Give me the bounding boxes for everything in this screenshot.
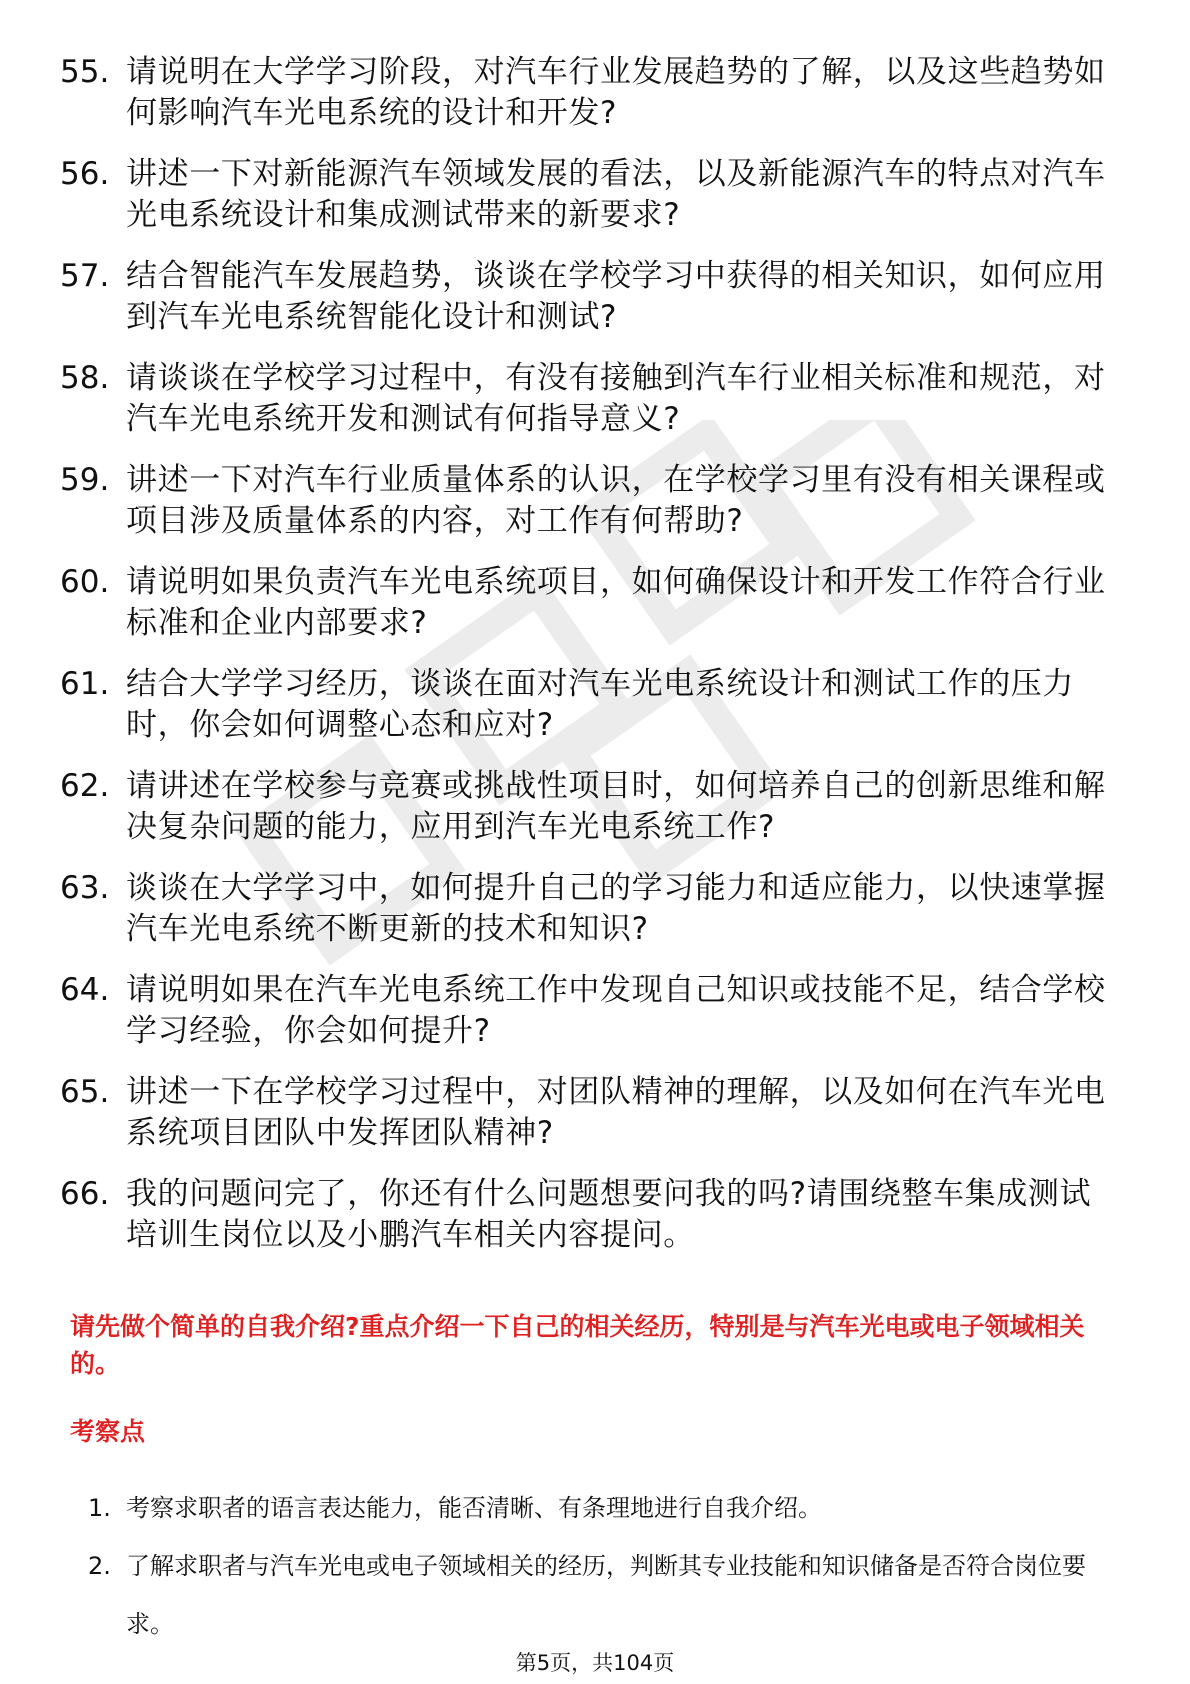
question-item — [60, 1174, 1120, 1256]
question-text: 结合智能汽车发展趋势，谈谈在学校学习中获得的相关知识，如何应用到汽车光电系统智能化设计和测试? — [126, 258, 1106, 335]
question-text: 讲述一下对汽车行业质量体系的认识，在学校学习里有没有相关课程或项目涉及质量体系的内容，对工作有何帮助? — [126, 462, 1106, 539]
question-number: 62. — [60, 768, 110, 804]
assessment-point — [88, 1537, 1118, 1653]
question-number: 64. — [60, 972, 110, 1008]
question-number: 65. — [60, 1074, 110, 1110]
question-item — [60, 766, 1120, 848]
point-number: 2. — [88, 1552, 111, 1580]
question-list — [60, 52, 1120, 1276]
question-text: 讲述一下对新能源汽车领域发展的看法，以及新能源汽车的特点对汽车光电系统设计和集成测试带来的新要求? — [126, 156, 1106, 233]
assessment-label: 考察点 — [70, 1417, 146, 1446]
question-text: 请说明在大学学习阶段，对汽车行业发展趋势的了解，以及这些趋势如何影响汽车光电系统的设计和开发? — [126, 54, 1106, 131]
question-number: 61. — [60, 666, 110, 702]
question-number: 66. — [60, 1176, 110, 1212]
question-number: 57. — [60, 258, 110, 294]
question-item — [60, 562, 1120, 644]
question-text: 请谈谈在学校学习过程中，有没有接触到汽车行业相关标准和规范，对汽车光电系统开发和测试有何指导意义? — [126, 360, 1106, 437]
question-text: 谈谈在大学学习中，如何提升自己的学习能力和适应能力，以快速掌握汽车光电系统不断更新的技术和知识? — [126, 870, 1106, 947]
question-item — [60, 868, 1120, 950]
question-item — [60, 1072, 1120, 1154]
question-text: 结合大学学习经历，谈谈在面对汽车光电系统设计和测试工作的压力时，你会如何调整心态和应对? — [126, 666, 1074, 743]
question-text: 请说明如果负责汽车光电系统项目，如何确保设计和开发工作符合行业标准和企业内部要求? — [126, 564, 1106, 641]
question-number: 55. — [60, 54, 110, 90]
point-text: 考察求职者的语言表达能力，能否清晰、有条理地进行自我介绍。 — [126, 1494, 822, 1522]
assessment-points — [88, 1479, 1118, 1653]
section-heading: 请先做个简单的自我介绍?重点介绍一下自己的相关经历，特别是与汽车光电或电子领域相关的。 — [70, 1312, 1085, 1378]
question-number: 59. — [60, 462, 110, 498]
question-text: 讲述一下在学校学习过程中，对团队精神的理解，以及如何在汽车光电系统项目团队中发挥团队精神? — [126, 1074, 1106, 1151]
question-text: 请说明如果在汽车光电系统工作中发现自己知识或技能不足，结合学校学习经验，你会如何提升? — [126, 972, 1106, 1049]
question-item — [60, 154, 1120, 236]
question-item — [60, 358, 1120, 440]
question-item — [60, 460, 1120, 542]
question-item — [60, 52, 1120, 134]
point-text: 了解求职者与汽车光电或电子领域相关的经历，判断其专业技能和知识储备是否符合岗位要求。 — [126, 1552, 1086, 1638]
question-text: 请讲述在学校参与竞赛或挑战性项目时，如何培养自己的创新思维和解决复杂问题的能力，应用到汽车光电系统工作? — [126, 768, 1106, 845]
question-item — [60, 970, 1120, 1052]
question-text: 我的问题问完了，你还有什么问题想要问我的吗?请围绕整车集成测试培训生岗位以及小鹏汽车相关内容提问。 — [126, 1176, 1092, 1253]
question-item — [60, 256, 1120, 338]
question-number: 58. — [60, 360, 110, 396]
point-number: 1. — [88, 1494, 111, 1522]
question-number: 56. — [60, 156, 110, 192]
assessment-point — [88, 1479, 1118, 1537]
question-number: 63. — [60, 870, 110, 906]
question-number: 60. — [60, 564, 110, 600]
question-item — [60, 664, 1120, 746]
page-footer: 第5页，共104页 — [515, 1651, 675, 1675]
